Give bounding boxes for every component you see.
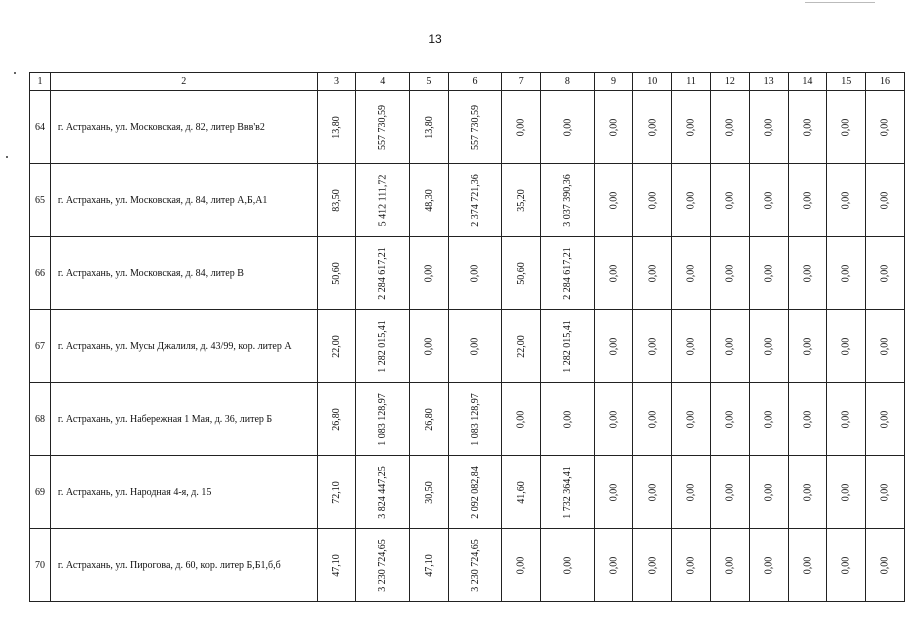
value-cell-col-16 [866, 310, 905, 383]
header-cell-14: 14 [788, 73, 827, 91]
value-text: 26,80 [423, 407, 435, 431]
property-register-table [29, 72, 905, 602]
value-cell-col-7 [502, 237, 541, 310]
value-text: 30,50 [423, 480, 435, 504]
value-text: 0,00 [801, 483, 813, 501]
value-text: 1 282 015,41 [561, 319, 573, 373]
value-text: 0,00 [423, 264, 435, 282]
value-cell-col-4 [356, 91, 410, 164]
value-cell-col-16 [866, 91, 905, 164]
value-text: 0,00 [724, 483, 736, 501]
address-cell: г. Астрахань, ул. Московская, д. 84, литер А,Б,А1 [50, 164, 317, 237]
table-row [30, 237, 905, 310]
value-cell-col-7 [502, 310, 541, 383]
table-row [30, 310, 905, 383]
value-text: 0,00 [561, 410, 573, 428]
value-text: 0,00 [840, 483, 852, 501]
value-cell-col-3 [317, 310, 356, 383]
row-number-cell: 66 [30, 237, 51, 310]
value-cell-col-6 [448, 310, 502, 383]
value-text: 26,80 [331, 407, 343, 431]
value-cell-col-7 [502, 529, 541, 602]
value-cell-col-11 [672, 456, 711, 529]
header-cell-9: 9 [594, 73, 633, 91]
value-cell-col-15 [827, 383, 866, 456]
value-text: 0,00 [685, 556, 697, 574]
value-text: 0,00 [879, 264, 891, 282]
value-text: 0,00 [646, 410, 658, 428]
value-text: 0,00 [608, 337, 619, 355]
value-text: 72,10 [331, 480, 343, 504]
value-cell-col-14 [788, 383, 827, 456]
value-text: 0,00 [608, 264, 619, 282]
value-cell-col-15 [827, 91, 866, 164]
value-text: 0,00 [879, 410, 891, 428]
header-cell-7: 7 [502, 73, 541, 91]
value-cell-col-13 [749, 529, 788, 602]
value-text: 35,20 [515, 188, 527, 212]
value-cell-col-9 [594, 383, 633, 456]
value-text: 0,00 [515, 410, 527, 428]
value-cell-col-11 [672, 164, 711, 237]
value-cell-col-5 [409, 91, 448, 164]
header-cell-10: 10 [633, 73, 672, 91]
value-cell-col-15 [827, 529, 866, 602]
table-row [30, 164, 905, 237]
value-text: 0,00 [646, 191, 658, 209]
value-text: 0,00 [608, 483, 619, 501]
value-cell-col-6 [448, 456, 502, 529]
value-text: 0,00 [646, 264, 658, 282]
value-text: 0,00 [724, 410, 736, 428]
address-cell: г. Астрахань, ул. Мусы Джалиля, д. 43/99, кор. литер А [50, 310, 317, 383]
value-text: 2 374 721,36 [469, 173, 481, 227]
value-text: 0,00 [840, 191, 852, 209]
value-cell-col-12 [710, 456, 749, 529]
scan-dot [14, 72, 16, 74]
value-text: 13,80 [423, 115, 435, 139]
value-text: 0,00 [469, 337, 481, 355]
value-cell-col-7 [502, 91, 541, 164]
value-cell-col-9 [594, 91, 633, 164]
row-number-cell: 69 [30, 456, 51, 529]
value-cell-col-14 [788, 310, 827, 383]
table-row [30, 529, 905, 602]
value-cell-col-12 [710, 529, 749, 602]
value-cell-col-11 [672, 529, 711, 602]
value-cell-col-12 [710, 91, 749, 164]
value-cell-col-8 [541, 237, 595, 310]
value-text: 50,60 [515, 261, 527, 285]
value-text: 3 824 447,25 [377, 465, 389, 519]
page-number: 13 [428, 32, 442, 46]
header-cell-12: 12 [710, 73, 749, 91]
value-cell-col-15 [827, 237, 866, 310]
value-cell-col-16 [866, 237, 905, 310]
value-text: 0,00 [646, 118, 658, 136]
value-cell-col-13 [749, 456, 788, 529]
value-text: 0,00 [879, 191, 891, 209]
value-cell-col-12 [710, 310, 749, 383]
value-text: 41,60 [515, 480, 527, 504]
value-text: 0,00 [840, 410, 852, 428]
value-cell-col-16 [866, 529, 905, 602]
value-text: 0,00 [608, 410, 619, 428]
value-text: 0,00 [801, 118, 813, 136]
value-text: 0,00 [469, 264, 481, 282]
value-text: 0,00 [801, 264, 813, 282]
value-text: 0,00 [423, 337, 435, 355]
value-cell-col-4 [356, 383, 410, 456]
value-text: 0,00 [685, 118, 697, 136]
value-cell-col-3 [317, 164, 356, 237]
value-cell-col-13 [749, 91, 788, 164]
value-cell-col-13 [749, 383, 788, 456]
value-cell-col-15 [827, 164, 866, 237]
address-cell: г. Астрахань, ул. Московская, д. 84, литер В [50, 237, 317, 310]
value-text: 22,00 [331, 334, 343, 358]
value-text: 0,00 [561, 556, 573, 574]
value-cell-col-11 [672, 237, 711, 310]
value-cell-col-7 [502, 164, 541, 237]
value-text: 0,00 [801, 191, 813, 209]
value-text: 47,10 [423, 553, 435, 577]
value-text: 1 282 015,41 [377, 319, 389, 373]
value-text: 3 230 724,65 [469, 538, 481, 592]
value-cell-col-8 [541, 529, 595, 602]
address-cell: г. Астрахань, ул. Пирогова, д. 60, кор. литер Б,Б1,б,б [50, 529, 317, 602]
row-number-cell: 68 [30, 383, 51, 456]
value-text: 0,00 [801, 337, 813, 355]
table-header-row [30, 73, 905, 91]
value-cell-col-16 [866, 164, 905, 237]
value-cell-col-6 [448, 164, 502, 237]
value-text: 2 092 082,84 [469, 465, 481, 519]
table-row [30, 456, 905, 529]
value-cell-col-10 [633, 91, 672, 164]
value-cell-col-6 [448, 237, 502, 310]
row-number-cell: 67 [30, 310, 51, 383]
row-number-cell: 70 [30, 529, 51, 602]
value-text: 0,00 [763, 264, 775, 282]
address-cell: г. Астрахань, ул. Набережная 1 Мая, д. 36, литер Б [50, 383, 317, 456]
value-text: 2 284 617,21 [561, 246, 573, 300]
value-cell-col-3 [317, 237, 356, 310]
value-text: 0,00 [515, 556, 527, 574]
value-cell-col-5 [409, 456, 448, 529]
value-text: 0,00 [763, 191, 775, 209]
value-text: 0,00 [724, 556, 736, 574]
value-cell-col-5 [409, 529, 448, 602]
header-cell-3: 3 [317, 73, 356, 91]
value-cell-col-6 [448, 383, 502, 456]
value-cell-col-4 [356, 237, 410, 310]
value-cell-col-5 [409, 164, 448, 237]
header-cell-4: 4 [356, 73, 410, 91]
value-cell-col-10 [633, 237, 672, 310]
value-cell-col-4 [356, 310, 410, 383]
value-cell-col-7 [502, 456, 541, 529]
value-text: 0,00 [879, 483, 891, 501]
value-text: 0,00 [840, 118, 852, 136]
value-text: 0,00 [608, 556, 619, 574]
value-text: 0,00 [724, 118, 736, 136]
value-cell-col-9 [594, 456, 633, 529]
value-cell-col-5 [409, 383, 448, 456]
value-cell-col-12 [710, 237, 749, 310]
value-text: 0,00 [685, 483, 697, 501]
value-text: 557 730,59 [469, 104, 481, 150]
value-cell-col-4 [356, 164, 410, 237]
value-cell-col-9 [594, 529, 633, 602]
value-cell-col-12 [710, 164, 749, 237]
value-cell-col-8 [541, 383, 595, 456]
value-cell-col-14 [788, 237, 827, 310]
value-cell-col-7 [502, 383, 541, 456]
value-cell-col-11 [672, 383, 711, 456]
value-text: 0,00 [646, 556, 658, 574]
value-text: 0,00 [840, 264, 852, 282]
value-cell-col-4 [356, 529, 410, 602]
row-number-cell: 64 [30, 91, 51, 164]
value-text: 5 412 111,72 [377, 174, 389, 226]
value-cell-col-13 [749, 164, 788, 237]
value-text: 50,60 [331, 261, 343, 285]
address-cell: г. Астрахань, ул. Московская, д. 82, литер Ввв'в2 [50, 91, 317, 164]
value-text: 22,00 [515, 334, 527, 358]
value-cell-col-10 [633, 383, 672, 456]
value-cell-col-3 [317, 383, 356, 456]
value-text: 0,00 [840, 556, 852, 574]
value-cell-col-11 [672, 91, 711, 164]
header-cell-11: 11 [672, 73, 711, 91]
value-text: 0,00 [685, 264, 697, 282]
value-cell-col-10 [633, 456, 672, 529]
value-cell-col-8 [541, 164, 595, 237]
value-text: 1 083 128,97 [377, 392, 389, 446]
value-cell-col-9 [594, 310, 633, 383]
value-cell-col-5 [409, 237, 448, 310]
table-row [30, 91, 905, 164]
value-cell-col-15 [827, 456, 866, 529]
value-text: 557 730,59 [377, 104, 389, 150]
value-cell-col-13 [749, 310, 788, 383]
value-cell-col-4 [356, 456, 410, 529]
value-text: 0,00 [763, 483, 775, 501]
value-text: 83,50 [331, 188, 343, 212]
value-text: 0,00 [724, 337, 736, 355]
value-text: 1 732 364,41 [561, 465, 573, 519]
value-text: 0,00 [879, 337, 891, 355]
header-cell-8: 8 [541, 73, 595, 91]
value-text: 0,00 [515, 118, 527, 136]
header-cell-6: 6 [448, 73, 502, 91]
value-cell-col-9 [594, 237, 633, 310]
value-text: 0,00 [646, 483, 658, 501]
table-row [30, 383, 905, 456]
value-text: 3 037 390,36 [561, 173, 573, 227]
header-cell-1: 1 [30, 73, 51, 91]
value-text: 3 230 724,65 [377, 538, 389, 592]
header-cell-13: 13 [749, 73, 788, 91]
value-cell-col-8 [541, 91, 595, 164]
value-text: 13,80 [331, 115, 343, 139]
value-cell-col-3 [317, 456, 356, 529]
value-text: 0,00 [879, 556, 891, 574]
value-cell-col-6 [448, 91, 502, 164]
value-text: 0,00 [763, 410, 775, 428]
value-text: 47,10 [331, 553, 343, 577]
address-cell: г. Астрахань, ул. Народная 4-я, д. 15 [50, 456, 317, 529]
value-cell-col-11 [672, 310, 711, 383]
header-cell-5: 5 [409, 73, 448, 91]
value-text: 0,00 [801, 410, 813, 428]
value-cell-col-10 [633, 310, 672, 383]
corner-scan-mark [805, 0, 875, 3]
value-text: 0,00 [561, 118, 573, 136]
value-text: 0,00 [724, 191, 736, 209]
value-cell-col-14 [788, 456, 827, 529]
value-cell-col-15 [827, 310, 866, 383]
value-cell-col-16 [866, 383, 905, 456]
value-text: 0,00 [879, 118, 891, 136]
value-cell-col-3 [317, 91, 356, 164]
value-cell-col-9 [594, 164, 633, 237]
value-text: 0,00 [840, 337, 852, 355]
value-cell-col-14 [788, 529, 827, 602]
header-cell-2: 2 [50, 73, 317, 91]
value-cell-col-14 [788, 164, 827, 237]
value-text: 0,00 [685, 410, 697, 428]
value-cell-col-10 [633, 529, 672, 602]
row-number-cell: 65 [30, 164, 51, 237]
value-cell-col-10 [633, 164, 672, 237]
value-text: 0,00 [763, 556, 775, 574]
value-cell-col-3 [317, 529, 356, 602]
value-text: 2 284 617,21 [377, 246, 389, 300]
value-text: 0,00 [801, 556, 813, 574]
value-cell-col-14 [788, 91, 827, 164]
value-cell-col-16 [866, 456, 905, 529]
value-text: 0,00 [608, 118, 619, 136]
value-text: 0,00 [763, 337, 775, 355]
value-cell-col-8 [541, 310, 595, 383]
value-text: 0,00 [646, 337, 658, 355]
header-cell-15: 15 [827, 73, 866, 91]
value-text: 0,00 [685, 337, 697, 355]
value-text: 0,00 [763, 118, 775, 136]
value-text: 0,00 [685, 191, 697, 209]
value-cell-col-12 [710, 383, 749, 456]
value-text: 0,00 [724, 264, 736, 282]
value-cell-col-5 [409, 310, 448, 383]
value-text: 48,30 [423, 188, 435, 212]
value-cell-col-13 [749, 237, 788, 310]
scan-dot [6, 156, 8, 158]
value-cell-col-8 [541, 456, 595, 529]
value-text: 1 083 128,97 [469, 392, 481, 446]
header-cell-16: 16 [866, 73, 905, 91]
value-text: 0,00 [608, 191, 619, 209]
value-cell-col-6 [448, 529, 502, 602]
